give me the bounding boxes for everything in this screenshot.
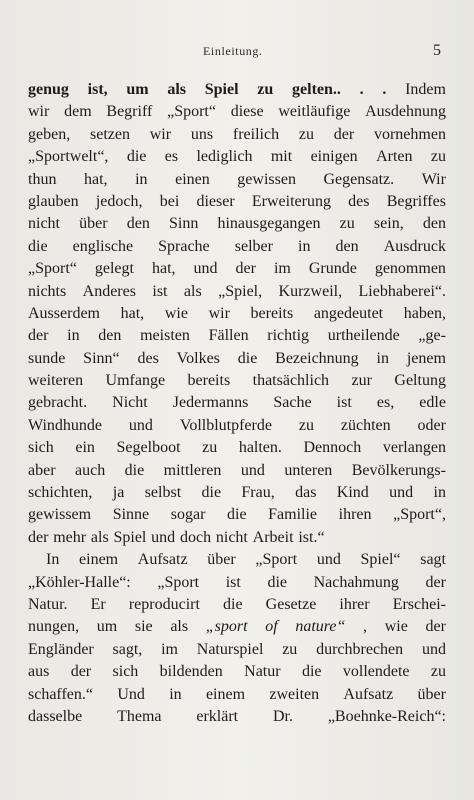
word: Begriff	[106, 103, 153, 121]
text-line	[28, 527, 446, 549]
word: zu	[298, 125, 314, 143]
text-line	[28, 258, 446, 280]
word: ist.“	[298, 528, 325, 546]
word: Grunde	[308, 260, 357, 278]
word: edle	[419, 394, 446, 412]
word: ist	[336, 394, 352, 412]
word: die	[267, 573, 288, 591]
text-line	[28, 504, 446, 526]
word: reproducirt	[128, 595, 200, 613]
word: der	[235, 260, 256, 278]
word: Sinn“	[83, 349, 120, 367]
word: bildenden	[159, 663, 223, 681]
word: Kurzweil,	[278, 282, 343, 300]
word: Naturspiel	[196, 640, 264, 658]
word: einen	[175, 170, 210, 188]
word: des	[348, 192, 370, 210]
word: Indem	[405, 81, 446, 98]
word: thatsächlich	[252, 372, 330, 390]
word: hat,	[151, 260, 176, 278]
word: über	[417, 685, 446, 703]
word: den	[422, 215, 446, 233]
word: Aufsatz	[343, 685, 394, 703]
word: thun	[28, 170, 57, 188]
word: der	[333, 125, 355, 143]
word: Spiel	[204, 81, 239, 98]
word: Sache	[273, 394, 312, 412]
word: setzen	[89, 125, 130, 143]
word: schaffen.“	[28, 685, 93, 703]
text-line	[28, 661, 446, 683]
word: nicht	[215, 528, 248, 546]
text-line	[28, 415, 446, 437]
word: jedoch,	[95, 192, 143, 210]
text-line	[28, 101, 446, 123]
word: um	[96, 618, 118, 636]
word: „Sport“	[167, 103, 216, 121]
word: meisten	[140, 327, 190, 345]
running-head	[0, 44, 474, 64]
word: „Boehnke-Reich“:	[327, 707, 446, 725]
word: in	[298, 237, 311, 255]
word: in	[169, 685, 182, 703]
word: zu	[339, 215, 355, 233]
word: oder	[417, 416, 446, 434]
word: Frau,	[241, 484, 275, 502]
word: gelegt	[94, 260, 134, 278]
word: als	[90, 528, 109, 546]
word: bereits	[250, 304, 294, 322]
word: hinausgegangen	[217, 215, 321, 233]
word: Arten	[376, 148, 413, 166]
word: in	[67, 327, 80, 345]
word: sogar	[170, 506, 206, 524]
word: zur	[351, 372, 372, 390]
word: Engländer	[28, 640, 94, 658]
word: mit	[270, 148, 293, 166]
word: wir	[28, 103, 50, 121]
word: Er	[90, 595, 106, 613]
word: Sinn	[168, 215, 199, 233]
word: ja	[112, 484, 125, 502]
word: züchten	[340, 416, 391, 434]
word: sein,	[373, 215, 404, 233]
word: Bevölkerungs-	[351, 461, 446, 479]
word: englische	[72, 237, 134, 255]
text-line	[28, 460, 446, 482]
word: die	[201, 484, 222, 502]
word: mittleren	[163, 461, 222, 479]
word: einem	[205, 685, 246, 703]
word: in	[135, 170, 148, 188]
word: Dr.	[272, 707, 293, 725]
word: dem	[64, 103, 92, 121]
word: und	[151, 528, 176, 546]
word: „Sportwelt“,	[28, 148, 109, 166]
word: Ausdehnung	[365, 103, 446, 121]
word: über	[207, 551, 236, 569]
word: wir	[149, 125, 172, 143]
text-line	[28, 684, 446, 706]
word: urtheilende	[327, 327, 400, 345]
word: Erschei-	[392, 595, 446, 613]
word: nature“	[295, 618, 346, 636]
text-line	[28, 616, 446, 638]
word: Vollblutpferde	[179, 416, 272, 434]
word: als	[183, 282, 202, 300]
word: „ge-	[418, 327, 446, 345]
word: .	[336, 81, 341, 98]
text-line	[28, 169, 446, 191]
word: Umfange	[105, 372, 166, 390]
word: weiteren	[28, 372, 84, 390]
word: In	[46, 551, 60, 569]
word: auch	[74, 461, 106, 479]
word: der	[425, 573, 446, 591]
word: haben,	[403, 304, 446, 322]
word: sich	[28, 439, 54, 457]
word: Sinne	[112, 506, 150, 524]
word: ,	[363, 618, 368, 636]
word: ist	[225, 573, 241, 591]
word: es,	[376, 394, 395, 412]
text-line	[28, 348, 446, 370]
word: Nicht	[112, 394, 148, 412]
word: Gegensatz.	[323, 170, 395, 188]
word: uns	[190, 125, 214, 143]
word: im	[273, 260, 291, 278]
text-line	[28, 191, 446, 213]
word: als	[170, 618, 189, 636]
word: das	[295, 484, 317, 502]
word: sagt,	[112, 640, 143, 658]
text-line	[28, 79, 446, 101]
word: dieser	[196, 192, 235, 210]
word: einem	[79, 551, 119, 569]
word: unteren	[284, 461, 333, 479]
word: Liebhaberei“.	[358, 282, 446, 300]
word: nicht	[28, 215, 60, 233]
word: verlangen	[382, 439, 446, 457]
text-line	[28, 124, 446, 146]
word: und	[240, 461, 265, 479]
word: of	[265, 618, 278, 636]
word: „sport	[205, 618, 248, 636]
word: zu	[257, 81, 274, 98]
word: Aufsatz	[137, 551, 188, 569]
word: Volkes	[176, 349, 220, 367]
word: schichten,	[28, 484, 93, 502]
word: die	[223, 595, 243, 613]
word: ist	[152, 282, 168, 300]
word: bereits	[187, 372, 231, 390]
word: hat,	[120, 304, 145, 322]
word: sich	[112, 663, 139, 681]
word: und	[389, 484, 414, 502]
word: erklärt	[196, 707, 239, 725]
text-line	[28, 281, 446, 303]
text-line	[28, 594, 446, 616]
word: Windhunde	[28, 416, 103, 434]
word: die	[237, 349, 258, 367]
word: Kind	[336, 484, 369, 502]
text-line	[28, 482, 446, 504]
word: doch	[179, 528, 212, 546]
word: vollendete	[342, 663, 410, 681]
word: selber	[234, 237, 273, 255]
word: und	[193, 260, 218, 278]
word: angedeutet	[313, 304, 384, 322]
word: wie	[164, 304, 188, 322]
running-title: Einleitung.	[203, 44, 263, 58]
text-line	[28, 213, 446, 235]
word: Spiel“	[360, 551, 401, 569]
text-line	[28, 706, 446, 728]
word: der	[70, 663, 92, 681]
word: mehr	[53, 528, 87, 546]
word: Fällen	[208, 327, 249, 345]
word: es	[164, 148, 179, 166]
word: um	[126, 81, 149, 98]
word: glauben	[28, 192, 79, 210]
word: Natur	[244, 663, 281, 681]
word: und	[316, 551, 341, 569]
text-line	[28, 639, 446, 661]
word: geben,	[28, 125, 71, 143]
word: ist,	[87, 81, 108, 98]
word: diese	[230, 103, 264, 121]
word: im	[161, 640, 178, 658]
word: über	[79, 215, 108, 233]
word: ein	[75, 439, 95, 457]
word: dasselbe	[28, 707, 83, 725]
text-line	[28, 370, 446, 392]
word: Jedermanns	[172, 394, 249, 412]
word: den	[98, 327, 122, 345]
word: als	[167, 81, 187, 98]
word: Ausdruck	[383, 237, 446, 255]
word: Erweiterung	[251, 192, 331, 210]
word: „Köhler-Halle“:	[28, 573, 131, 591]
text-line	[28, 303, 446, 325]
word: richtig	[267, 327, 310, 345]
word: freilich	[232, 125, 280, 143]
word: ihren	[338, 506, 372, 524]
word: .	[359, 81, 364, 98]
word: die	[28, 237, 48, 255]
text-line	[28, 549, 446, 571]
text-line	[28, 146, 446, 168]
word: Arbeit	[252, 528, 294, 546]
word: Begriffes	[386, 192, 446, 210]
word: jenem	[406, 349, 446, 367]
word: „Sport	[255, 551, 298, 569]
text-line	[28, 236, 446, 258]
word: Ausserdem	[28, 304, 100, 322]
word: den	[126, 215, 150, 233]
word: genug	[28, 81, 69, 98]
page-number: 5	[433, 42, 441, 59]
word: „Sport“,	[393, 506, 446, 524]
text-line	[28, 392, 446, 414]
word: wir	[208, 304, 230, 322]
word: in	[433, 484, 446, 502]
word: die	[301, 663, 322, 681]
word: Spiel	[113, 528, 147, 546]
word: zweiten	[269, 685, 320, 703]
word: und	[421, 640, 446, 658]
word: halten.	[238, 439, 282, 457]
word: zu	[202, 439, 218, 457]
word: die	[124, 461, 145, 479]
word: der	[28, 528, 49, 546]
word: nungen,	[28, 618, 80, 636]
body-text	[28, 79, 446, 728]
word: zu	[282, 640, 298, 658]
word: der	[28, 327, 49, 345]
word: gewissem	[28, 506, 92, 524]
word: Wir	[421, 170, 446, 188]
word: lediglich	[196, 148, 253, 166]
word: in	[376, 349, 389, 367]
word: Und	[117, 685, 145, 703]
word: einigen	[310, 148, 358, 166]
word: sagt	[420, 551, 446, 569]
word: aus	[28, 663, 50, 681]
word: Familie	[268, 506, 318, 524]
word: hat,	[84, 170, 108, 188]
word: gewissen	[237, 170, 296, 188]
word: gebracht.	[28, 394, 88, 412]
word: bei	[159, 192, 180, 210]
word: vornehmen	[373, 125, 446, 143]
word: durchbrechen	[316, 640, 404, 658]
word: sunde	[28, 349, 66, 367]
word: „Sport“	[28, 260, 77, 278]
word: sie	[134, 618, 153, 636]
word: zu	[298, 416, 314, 434]
word: Gesetze	[265, 595, 317, 613]
word: gelten.	[292, 81, 337, 98]
word: genommen	[374, 260, 446, 278]
word: Geltung	[394, 372, 446, 390]
word: weitläufige	[278, 103, 351, 121]
text-line	[28, 325, 446, 347]
word: die	[227, 506, 247, 524]
text-line	[28, 437, 446, 459]
word: Dennoch	[303, 439, 362, 457]
word: ihrer	[339, 595, 370, 613]
word: und	[128, 416, 153, 434]
word: Natur.	[28, 595, 68, 613]
text-line	[28, 572, 446, 594]
word: Bezeichnung	[275, 349, 359, 367]
word: aber	[28, 461, 56, 479]
word: zu	[430, 663, 446, 681]
word: Thema	[117, 707, 162, 725]
word: wie	[384, 618, 408, 636]
word: selbst	[144, 484, 182, 502]
word: die	[126, 148, 147, 166]
word	[292, 79, 341, 101]
word: nichts	[28, 282, 67, 300]
word: Anderes	[82, 282, 136, 300]
word: Nachahmung	[313, 573, 399, 591]
word: .	[382, 81, 387, 98]
word: „Spiel,	[218, 282, 263, 300]
word: der	[425, 618, 446, 636]
word: Segelboot	[116, 439, 181, 457]
word: Sprache	[158, 237, 210, 255]
word: den	[335, 237, 359, 255]
word: zu	[430, 148, 446, 166]
word: des	[137, 349, 159, 367]
word: „Sport	[157, 573, 200, 591]
